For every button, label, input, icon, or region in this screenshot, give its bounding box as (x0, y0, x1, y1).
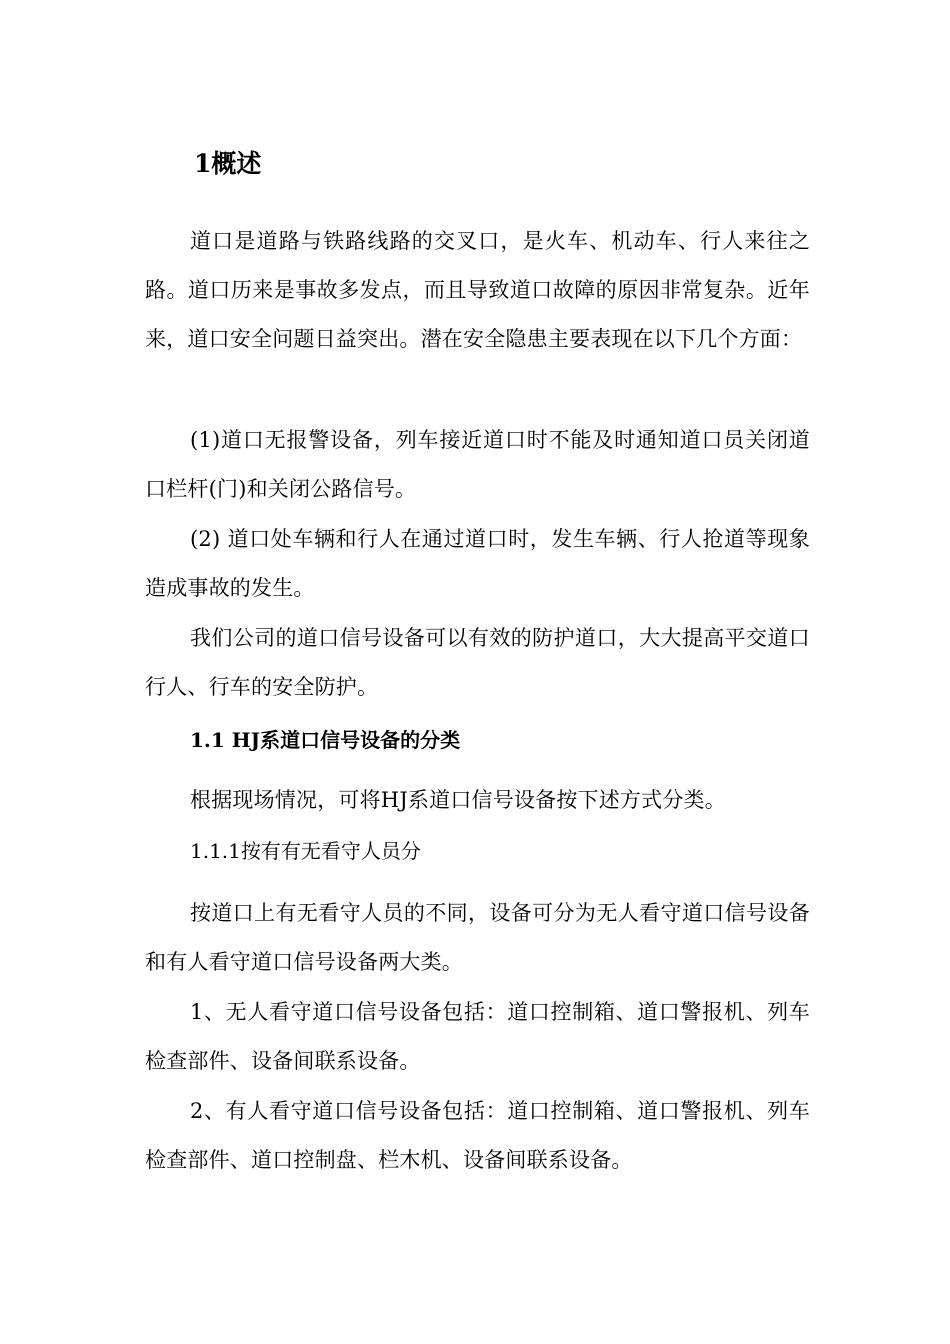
list-item-1: 1、无人看守道口信号设备包括：道口控制箱、道口警报机、列车检查部件、设备间联系设备。 (145, 1000, 810, 1073)
list-item-2: 2、有人看守道口信号设备包括：道口控制箱、道口警报机、列车检查部件、道口控制盘、栏木机、设备间联系设备。 (145, 1099, 810, 1172)
intro-paragraph: 道口是道路与铁路线路的交叉口，是火车、机动车、行人来往之路。道口历来是事故多发点，而且导致道口故障的原因非常复杂。近年来，道口安全问题日益突出。潜在安全隐患主要表现在以下几个方面： (145, 229, 810, 351)
classification-intro: 根据现场情况，可将HJ系道口信号设备按下述方式分类。 (190, 788, 726, 812)
watch-paragraph: 按道口上有无看守人员的不同，设备可分为无人看守道口信号设备和有人看守道口信号设备两大类。 (145, 901, 810, 974)
section-heading-1: 1概述 (194, 149, 262, 178)
section-heading-1-1-1: 1.1.1按有有无看守人员分 (190, 839, 421, 863)
numbered-item-1: (1)道口无报警设备，列车接近道口时不能及时通知道口员关闭道口栏杆(门)和关闭公路信号。 (145, 428, 810, 501)
numbered-item-2: (2) 道口处车辆和行人在通过道口时，发生车辆、行人抢道等现象造成事故的发生。 (145, 527, 810, 600)
company-paragraph: 我们公司的道口信号设备可以有效的防护道口，大大提高平交道口行人、行车的安全防护。 (145, 626, 810, 699)
section-heading-1-1: 1.1 HJ系道口信号设备的分类 (190, 728, 461, 752)
